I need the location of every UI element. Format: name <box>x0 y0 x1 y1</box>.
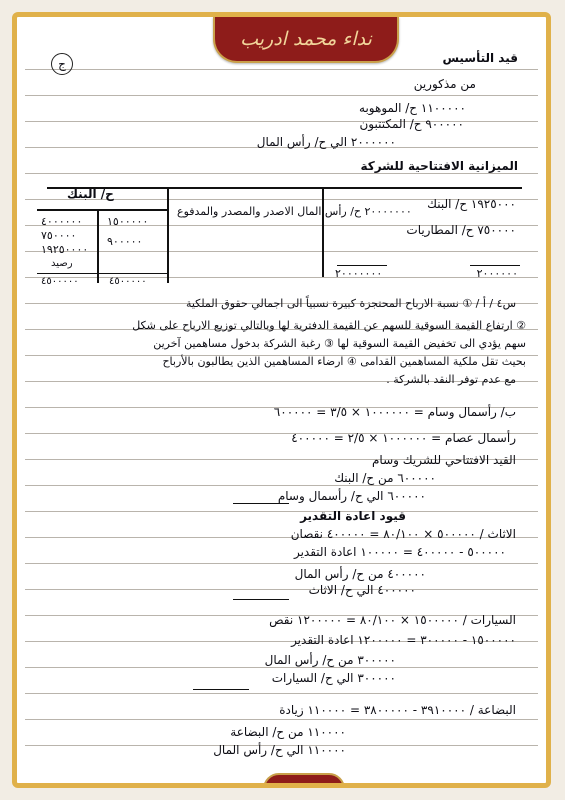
t-account-right-edge <box>167 187 169 283</box>
balance-sheet-total: ٢٠٠٠٠٠٠٠ <box>335 267 383 280</box>
t-account-total: ٤٥٠٠٠٠٠ <box>109 276 147 287</box>
underline <box>233 599 289 600</box>
answer-line: بحيث تقل ملكية المساهمين القدامى ④ ارضاء المساهمين الذين يطالبون بالأرباح <box>162 355 526 368</box>
t-account-value: ١٥٠٠٠٠٠ <box>107 215 149 228</box>
entry-line: ١١٠٠٠٠ من ح/ البضاعة <box>230 725 346 739</box>
answer-line: ② ارتفاع القيمة السوقية للسهم عن القيمة الدفترية لها وبالتالي توزيع الارباح على شكل <box>132 319 526 332</box>
entry-line: ٤٠٠٠٠٠ من ح/ رأس المال <box>294 567 426 581</box>
entry-line: ٤٠٠٠٠٠ الي ح/ الاثاث <box>308 583 416 597</box>
section-heading: الميزانية الافتتاحية للشركة <box>360 159 518 173</box>
t-account-total: ٤٥٠٠٠٠٠ <box>41 276 79 287</box>
calc-line: ٥٠٠٠٠٠ - ٤٠٠٠٠٠ = ١٠٠٠٠٠ اعادة التقدير <box>293 545 506 559</box>
calc-line: القيد الافتتاحي للشريك وسام <box>372 453 516 467</box>
answer-line: سهم يؤدي الى تخفيض القيمة السوقية لها ③ رغبة الشركة بدخول مساهمين آخرين <box>153 337 526 350</box>
t-account-value: ٤٠٠٠٠٠٠ <box>41 215 83 228</box>
t-account-title: ح/ البنك <box>67 187 114 201</box>
answer-line: س٤ / أ / ① نسبة الارباح المحتجزة كبيرة نسبياً الى اجمالي حقوق الملكية <box>185 297 516 310</box>
entry-line: ٣٠٠٠٠٠ الي ح/ السيارات <box>271 671 396 685</box>
t-account-divider <box>97 209 99 283</box>
entry-line: من مذكورين <box>413 77 476 91</box>
t-account-top-line <box>37 209 167 211</box>
header-banner <box>213 17 399 63</box>
entry-line: ٦٠٠٠٠٠ من ح/ البنك <box>334 471 436 485</box>
balance-sheet-total-line <box>337 265 387 266</box>
balance-sheet-asset: ٧٥٠٠٠٠ ح/ المطاريات <box>406 223 516 237</box>
section-heading: قيود اعادة التقدير <box>300 509 406 523</box>
calc-line: ب/ رأسمال وسام = ١٠٠٠٠٠٠ × ٣/٥ = ٦٠٠٠٠٠ <box>273 405 516 419</box>
bottom-tab <box>263 773 345 788</box>
t-account-total-line <box>37 273 167 274</box>
badge-label: ج <box>58 57 66 71</box>
calc-line: ١٥٠٠٠٠٠ - ٣٠٠٠٠٠ = ١٢٠٠٠٠٠ اعادة التقدير <box>291 633 516 647</box>
entry-line: ٢٠٠٠٠٠٠ الي ح/ رأس المال <box>256 135 396 149</box>
balance-sheet-top-line <box>47 187 522 189</box>
banner-title: نداء محمد ادريب <box>240 28 372 50</box>
answer-line: مع عدم توفر النقد بالشركة . <box>386 373 516 386</box>
underline <box>233 503 289 504</box>
entry-heading: قيد التأسيس <box>442 51 518 65</box>
balance-sheet-asset: ١٩٢٥٠٠٠ ح/ البنك <box>427 197 516 211</box>
entry-line: ١١٠٠٠٠ الي ح/ رأس المال <box>213 743 346 757</box>
balance-sheet-total-line <box>470 265 520 266</box>
entry-line: ٣٠٠٠٠٠ من ح/ رأس المال <box>264 653 396 667</box>
calc-line: السيارات / ١٥٠٠٠٠٠ × ٨٠/١٠٠ = ١٢٠٠٠٠٠ نقص <box>269 613 516 627</box>
notebook-page <box>12 12 551 788</box>
t-account-value: ٧٥٠٠٠٠ <box>41 229 77 242</box>
t-account-value: ٩٠٠٠٠٠ <box>107 235 143 248</box>
calc-line: رأسمال عصام = ١٠٠٠٠٠٠ × ٢/٥ = ٤٠٠٠٠٠ <box>291 431 516 445</box>
t-account-value: ١٩٢٥٠٠٠٠ <box>41 243 89 256</box>
calc-line: البضاعة / ٣٩١٠٠٠٠ - ٣٨٠٠٠٠٠ = ١١٠٠٠٠ زيادة <box>279 703 516 717</box>
entry-line: ٩٠٠٠٠٠ ح/ المكتتبون <box>359 117 464 131</box>
t-account-balance-label: رصيد <box>51 258 73 269</box>
underline <box>193 689 249 690</box>
entry-line: ١١٠٠٠٠٠ ح/ الموهوبه <box>359 101 466 115</box>
calc-line: الاثاث / ٥٠٠٠٠٠ × ٨٠/١٠٠ = ٤٠٠٠٠٠ نقصان <box>290 527 516 541</box>
balance-sheet-divider <box>322 187 324 277</box>
balance-sheet-liability: ٢٠٠٠٠٠٠٠ ح/ رأس المال الاصدر والمصدر والمدفوع <box>177 205 412 218</box>
page-badge <box>51 53 73 75</box>
entry-line: ٦٠٠٠٠٠ الي ح/ رأسمال وسام <box>277 489 426 503</box>
balance-sheet-total: ٢٠٠٠٠٠٠ <box>476 267 518 280</box>
